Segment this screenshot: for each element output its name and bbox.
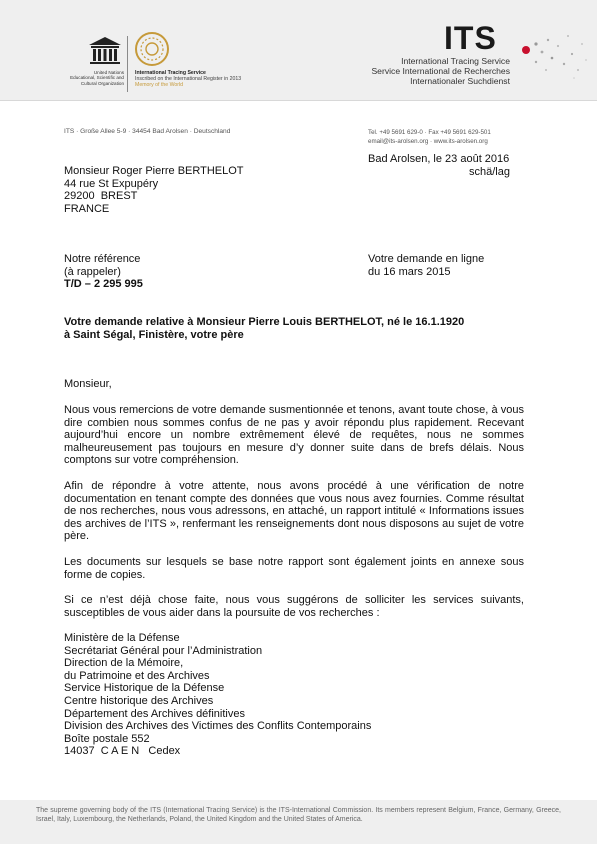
its-organization-names: International Tracing Service Service International de Recherches Internationaler Suchdienst — [371, 56, 510, 86]
memory-of-the-world-emblem-icon — [133, 30, 171, 68]
letter-subject: Votre demande relative à Monsieur Pierre Louis BERTHELOT, né le 16.1.1920 à Saint Ségal, Finistère, votre père — [64, 316, 465, 341]
footer-text: The supreme governing body of the ITS (International Tracing Service) is the ITS-International Commission. Its members represent Belgium, France, Germany, Greece, Israel, Italy, Luxembourg, the Netherlands, Poland, the United Kingdom and the United States of America. — [36, 807, 561, 823]
body-paragraph: Afin de répondre à votre attente, nous avons procédé à une vérification de notre documentation en tenant compte des données que vous nous avez fournies. Comme résultat de nos recherches, nous vous adressons, en attaché, un rapport intitulé « Informations issues des archives de l’ITS », renfermant les renseignements dont nous disposons au sujet de votre père. — [64, 480, 524, 543]
unesco-temple-icon — [88, 36, 122, 66]
body-paragraph: Les documents sur lesquels se base notre rapport sont également joints en annexe sous forme de copies. — [64, 556, 524, 581]
memory-of-the-world-caption: International Tracing Service Inscribed on the International Register in 2013 Memory of the World — [135, 70, 242, 88]
body-paragraph: Nous vous remercions de votre demande susmentionnée et tenons, avant toute chose, à vous dire combien nous sommes confus de ne pas y avoir répondu plus rapidement. Recevant aujourd’hui encore un nombre extrêmement élevé de requêtes, nous ne sommes malheureusement pas toujours en mesure d’y donner suite dans de brefs délais. Nous comptons sur votre compréhension. — [64, 404, 524, 467]
service-address-block: Ministère de la Défense Secrétariat Général pour l’Administration Direction de la Mémoire, du Patrimoine et des Archives Service Historique de la Défense Centre historique des Archives Département des Archives définitives Division des Archives des Victimes des Conflits Contemporains Boîte postale 552 14037 C A E N Cedex — [64, 632, 372, 758]
sender-address: ITS · Große Allee 5-9 · 34454 Bad Arolsen · Deutschland — [64, 128, 231, 135]
its-logo-wordmark: ITS — [444, 20, 497, 56]
recipient-address: Monsieur Roger Pierre BERTHELOT 44 rue St Expupéry 29200 BREST FRANCE — [64, 165, 244, 215]
logo-divider — [127, 36, 128, 92]
letter-date: Bad Arolsen, le 23 août 2016 schä/lag — [368, 153, 510, 178]
sender-contact: Tel. +49 5691 629-0 · Fax +49 5691 629-501 email@its-arolsen.org · www.its-arolsen.org — [368, 129, 491, 145]
its-dots-icon — [512, 26, 592, 86]
your-request: Votre demande en ligne du 16 mars 2015 — [368, 253, 485, 278]
our-reference: Notre référence (à rappeler) T/D – 2 295 995 — [64, 253, 143, 291]
body-paragraph: Si ce n’est déjà chose faite, nous vous suggérons de solliciter les services suivants, susceptibles de vous aider dans la poursuite de vos recherches : — [64, 594, 524, 619]
salutation: Monsieur, — [64, 378, 112, 390]
unesco-caption: United Nations Educational, Scientific and Cultural Organization — [70, 70, 124, 86]
